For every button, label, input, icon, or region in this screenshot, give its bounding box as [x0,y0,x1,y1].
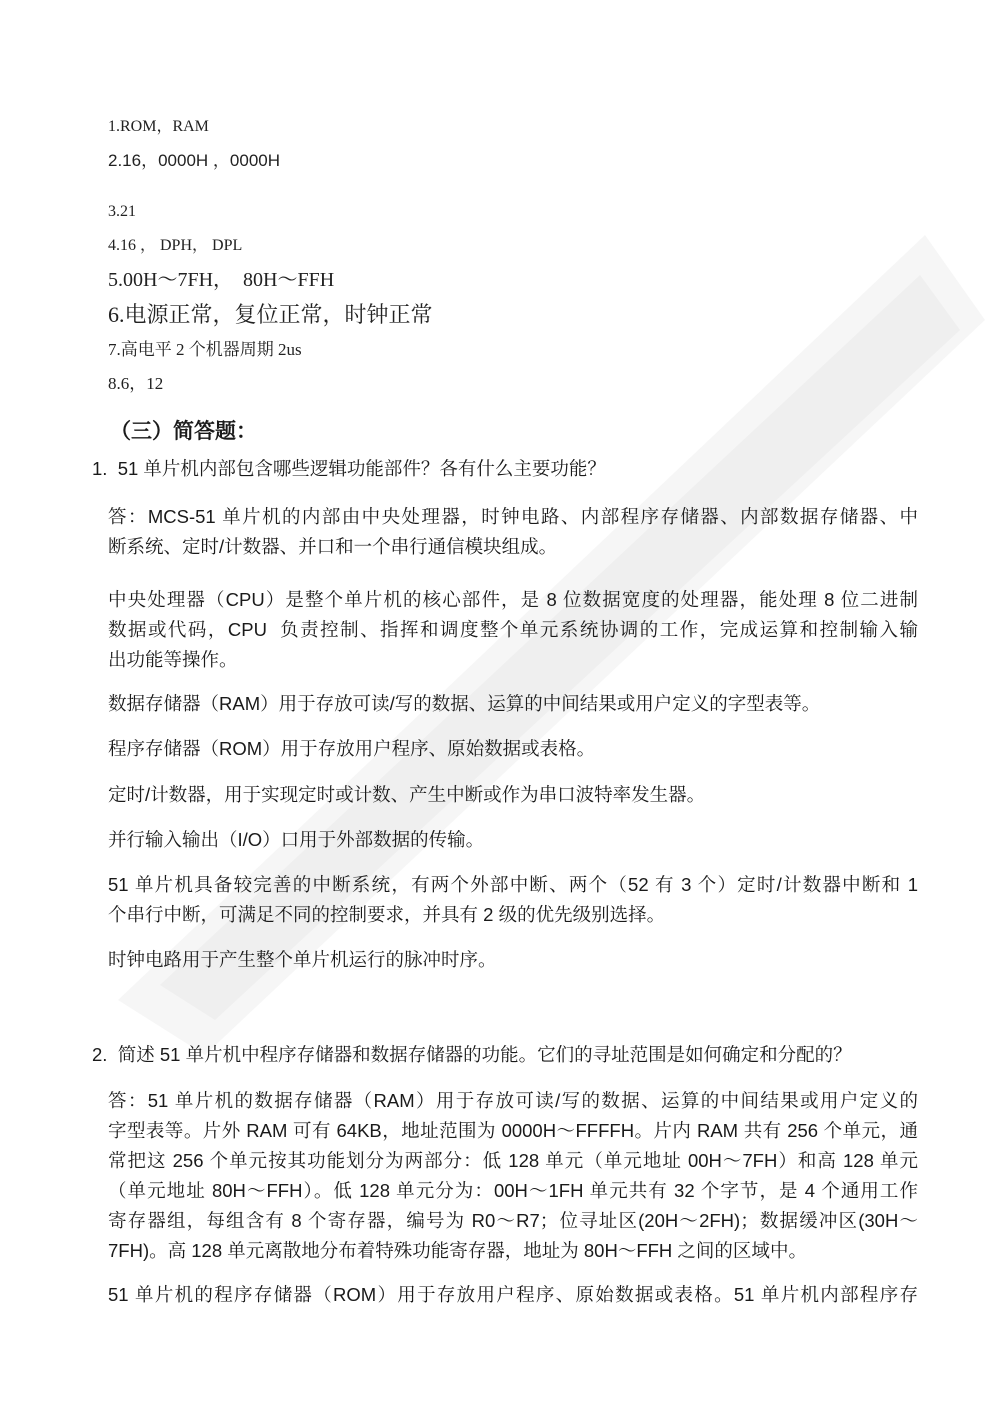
paragraph-line: 答：MCS-51 单片机的内部由中央处理器，时钟电路、内部程序存储器、内部数据存储器、中 [108,506,918,527]
paragraph-line: 7FH)。高 128 单元离散地分布着特殊功能寄存器，地址为 80H～FFH 之间的区域中。 [108,1240,807,1261]
paragraph-line: 寄存器组，每组含有 8 个寄存器，编号为 R0～R7；位寻址区(20H～2FH)；数据缓冲区(30H～ [108,1210,918,1231]
paragraph-line: 51 单片机具备较完善的中断系统，有两个外部中断、两个（52 有 3 个）定时/计数器中断和 1 [108,874,918,895]
paragraph-line: 个串行中断，可满足不同的控制要求，并具有 2 级的优先级别选择。 [108,904,666,925]
q1-paragraph-4 [108,734,918,764]
question-2: 2. 简述 51 单片机中程序存储器和数据存储器的功能。它们的寻址范围是如何确定和分配的？ [92,1044,852,1065]
question-1: 1. 51 单片机内部包含哪些逻辑功能部件？各有什么主要功能？ [92,458,606,479]
paragraph-line: 断系统、定时/计数器、并口和一个串行通信模块组成。 [108,536,558,557]
paragraph-line: 出功能等操作。 [108,649,238,670]
q1-paragraph-6 [108,825,918,855]
paragraph-line: 字型表等。片外 RAM 可有 64KB，地址范围为 0000H～FFFFH。片内 RAM 共有 256 个单元，通 [108,1120,918,1141]
paragraph-line: 程序存储器（ROM）用于存放用户程序、原始数据或表格。 [108,738,596,759]
answer-line-6: 6.电源正常，复位正常，时钟正常 [108,302,433,327]
section-title: （三）简答题： [110,420,257,443]
answer-line-5: 5.00H～7FH， 80H～FFH [108,269,335,291]
answer-line-1: 1.ROM，RAM [108,118,209,135]
answer-line-7: 7.高电平 2 个机器周期 2us [108,340,302,359]
paragraph-line: 51 单片机的程序存储器（ROM）用于存放用户程序、原始数据或表格。51 单片机内部程序存 [108,1284,918,1305]
paragraph-line: 时钟电路用于产生整个单片机运行的脉冲时序。 [108,949,497,970]
paragraph-line: 答：51 单片机的数据存储器（RAM）用于存放可读/写的数据、运算的中间结果或用户定义的 [108,1090,918,1111]
q1-paragraph-1 [108,502,918,562]
q2-paragraph-2 [108,1280,918,1310]
paragraph-line: 定时/计数器，用于实现定时或计数、产生中断或作为串口波特率发生器。 [108,784,706,805]
q1-paragraph-8 [108,945,918,975]
paragraph-line: 中央处理器（CPU）是整个单片机的核心部件，是 8 位数据宽度的处理器，能处理 8 位二进制 [108,589,918,610]
paragraph-line: （单元地址 80H～FFH）。低 128 单元分为：00H～1FH 单元共有 32 个字节，是 4 个通用工作 [108,1180,918,1201]
answer-line-4: 4.16 ， DPH， DPL [108,237,243,254]
answer-line-8: 8.6，12 [108,374,164,393]
q1-paragraph-3 [108,689,918,719]
q1-paragraph-2 [108,585,918,675]
answer-line-3: 3.21 [108,203,136,220]
answer-line-2: 2.16，0000H ，0000H [108,151,281,170]
paragraph-line: 常把这 256 个单元按其功能划分为两部分：低 128 单元（单元地址 00H～7FH）和高 128 单元 [108,1150,918,1171]
paragraph-line: 数据或代码，CPU 负责控制、指挥和调度整个单元系统协调的工作，完成运算和控制输入输 [108,619,918,640]
q1-paragraph-7 [108,870,918,930]
q2-paragraph-1 [108,1086,918,1266]
paragraph-line: 并行输入输出（I/O）口用于外部数据的传输。 [108,829,485,850]
paragraph-line: 数据存储器（RAM）用于存放可读/写的数据、运算的中间结果或用户定义的字型表等。 [108,693,821,714]
q1-paragraph-5 [108,780,918,810]
